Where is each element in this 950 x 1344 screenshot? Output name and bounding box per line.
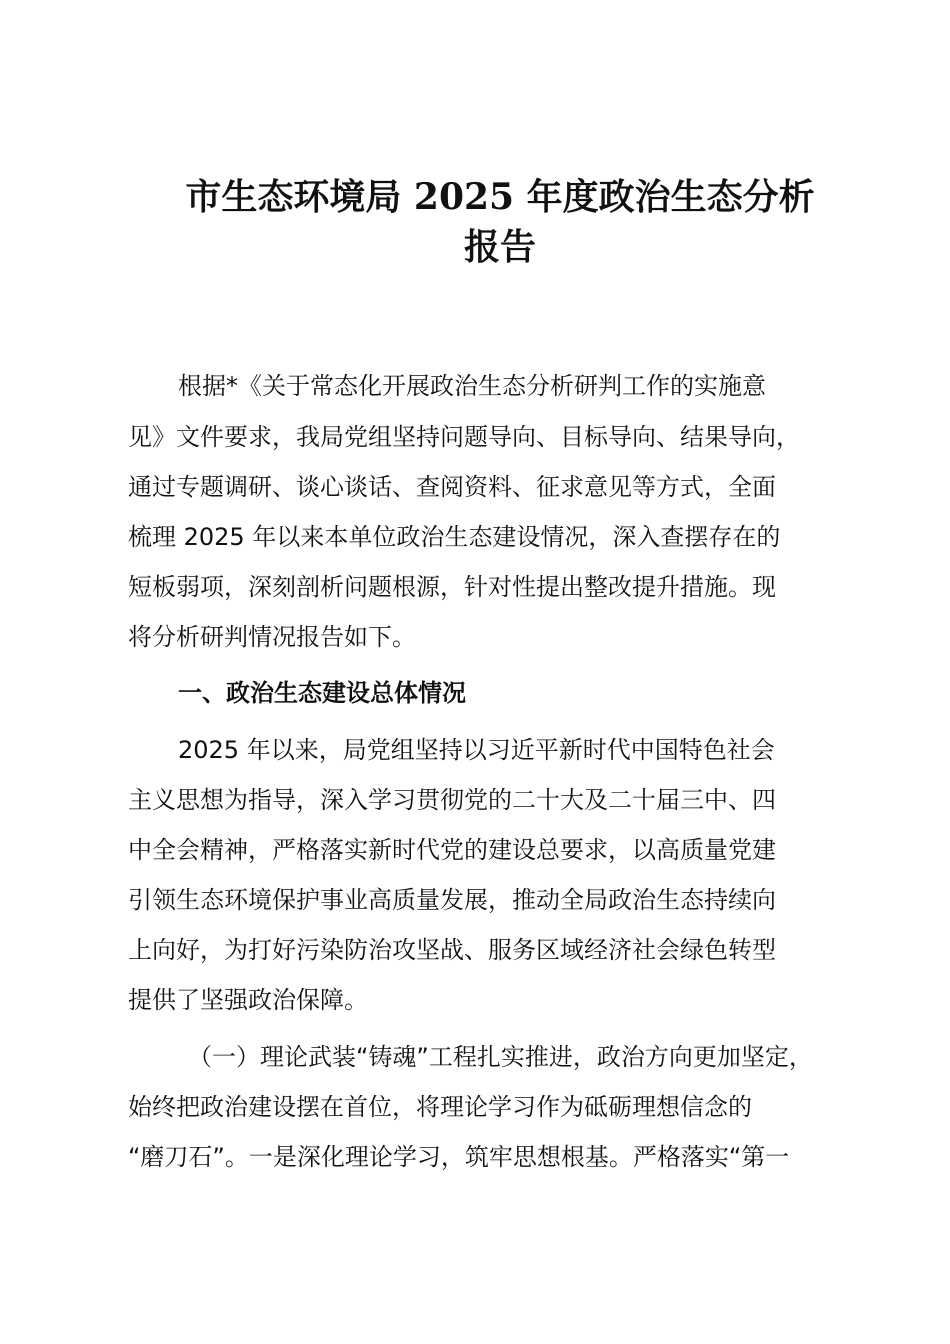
section-paragraph-line: 上向好，为打好污染防治攻坚战、服务区域经济社会绿色转型 [128,936,776,964]
document-title-line-2: 报告 [463,226,536,268]
section-paragraph-line: 引领生态环境保护事业高质量发展，推动全局政治生态持续向 [128,886,776,914]
subsection-line: 始终把政治建设摆在首位，将理论学习作为砥砺理想信念的 [128,1093,752,1121]
intro-line: 根据*《关于常态化开展政治生态分析研判工作的实施意 [178,372,766,400]
intro-line: 见》文件要求，我局党组坚持问题导向、目标导向、结果导向， [128,423,800,451]
document-title-line-1: 市生态环境局 2025 年度政治生态分析 [185,176,815,218]
section-paragraph-line: 提供了坚强政治保障。 [128,986,368,1014]
intro-line: 短板弱项，深刻剖析问题根源，针对性提出整改提升措施。现 [128,573,776,601]
section-paragraph-line: 2025 年以来，局党组坚持以习近平新时代中国特色社会 [178,736,775,764]
intro-line: 将分析研判情况报告如下。 [128,623,416,651]
section-paragraph-line: 中全会精神，严格落实新时代党的建设总要求，以高质量党建 [128,836,776,864]
section-paragraph-line: 主义思想为指导，深入学习贯彻党的二十大及二十届三中、四 [128,786,776,814]
intro-line: 通过专题调研、谈心谈话、查阅资料、征求意见等方式，全面 [128,473,776,501]
intro-line: 梳理 2025 年以来本单位政治生态建设情况，深入查摆存在的 [128,523,781,551]
section-heading: 一、政治生态建设总体情况 [178,679,466,707]
subsection-line: “磨刀石”。一是深化理论学习，筑牢思想根基。严格落实“第一 [128,1143,790,1171]
subsection-line: （一）理论武装“铸魂”工程扎实推进，政治方向更加坚定， [188,1043,813,1071]
